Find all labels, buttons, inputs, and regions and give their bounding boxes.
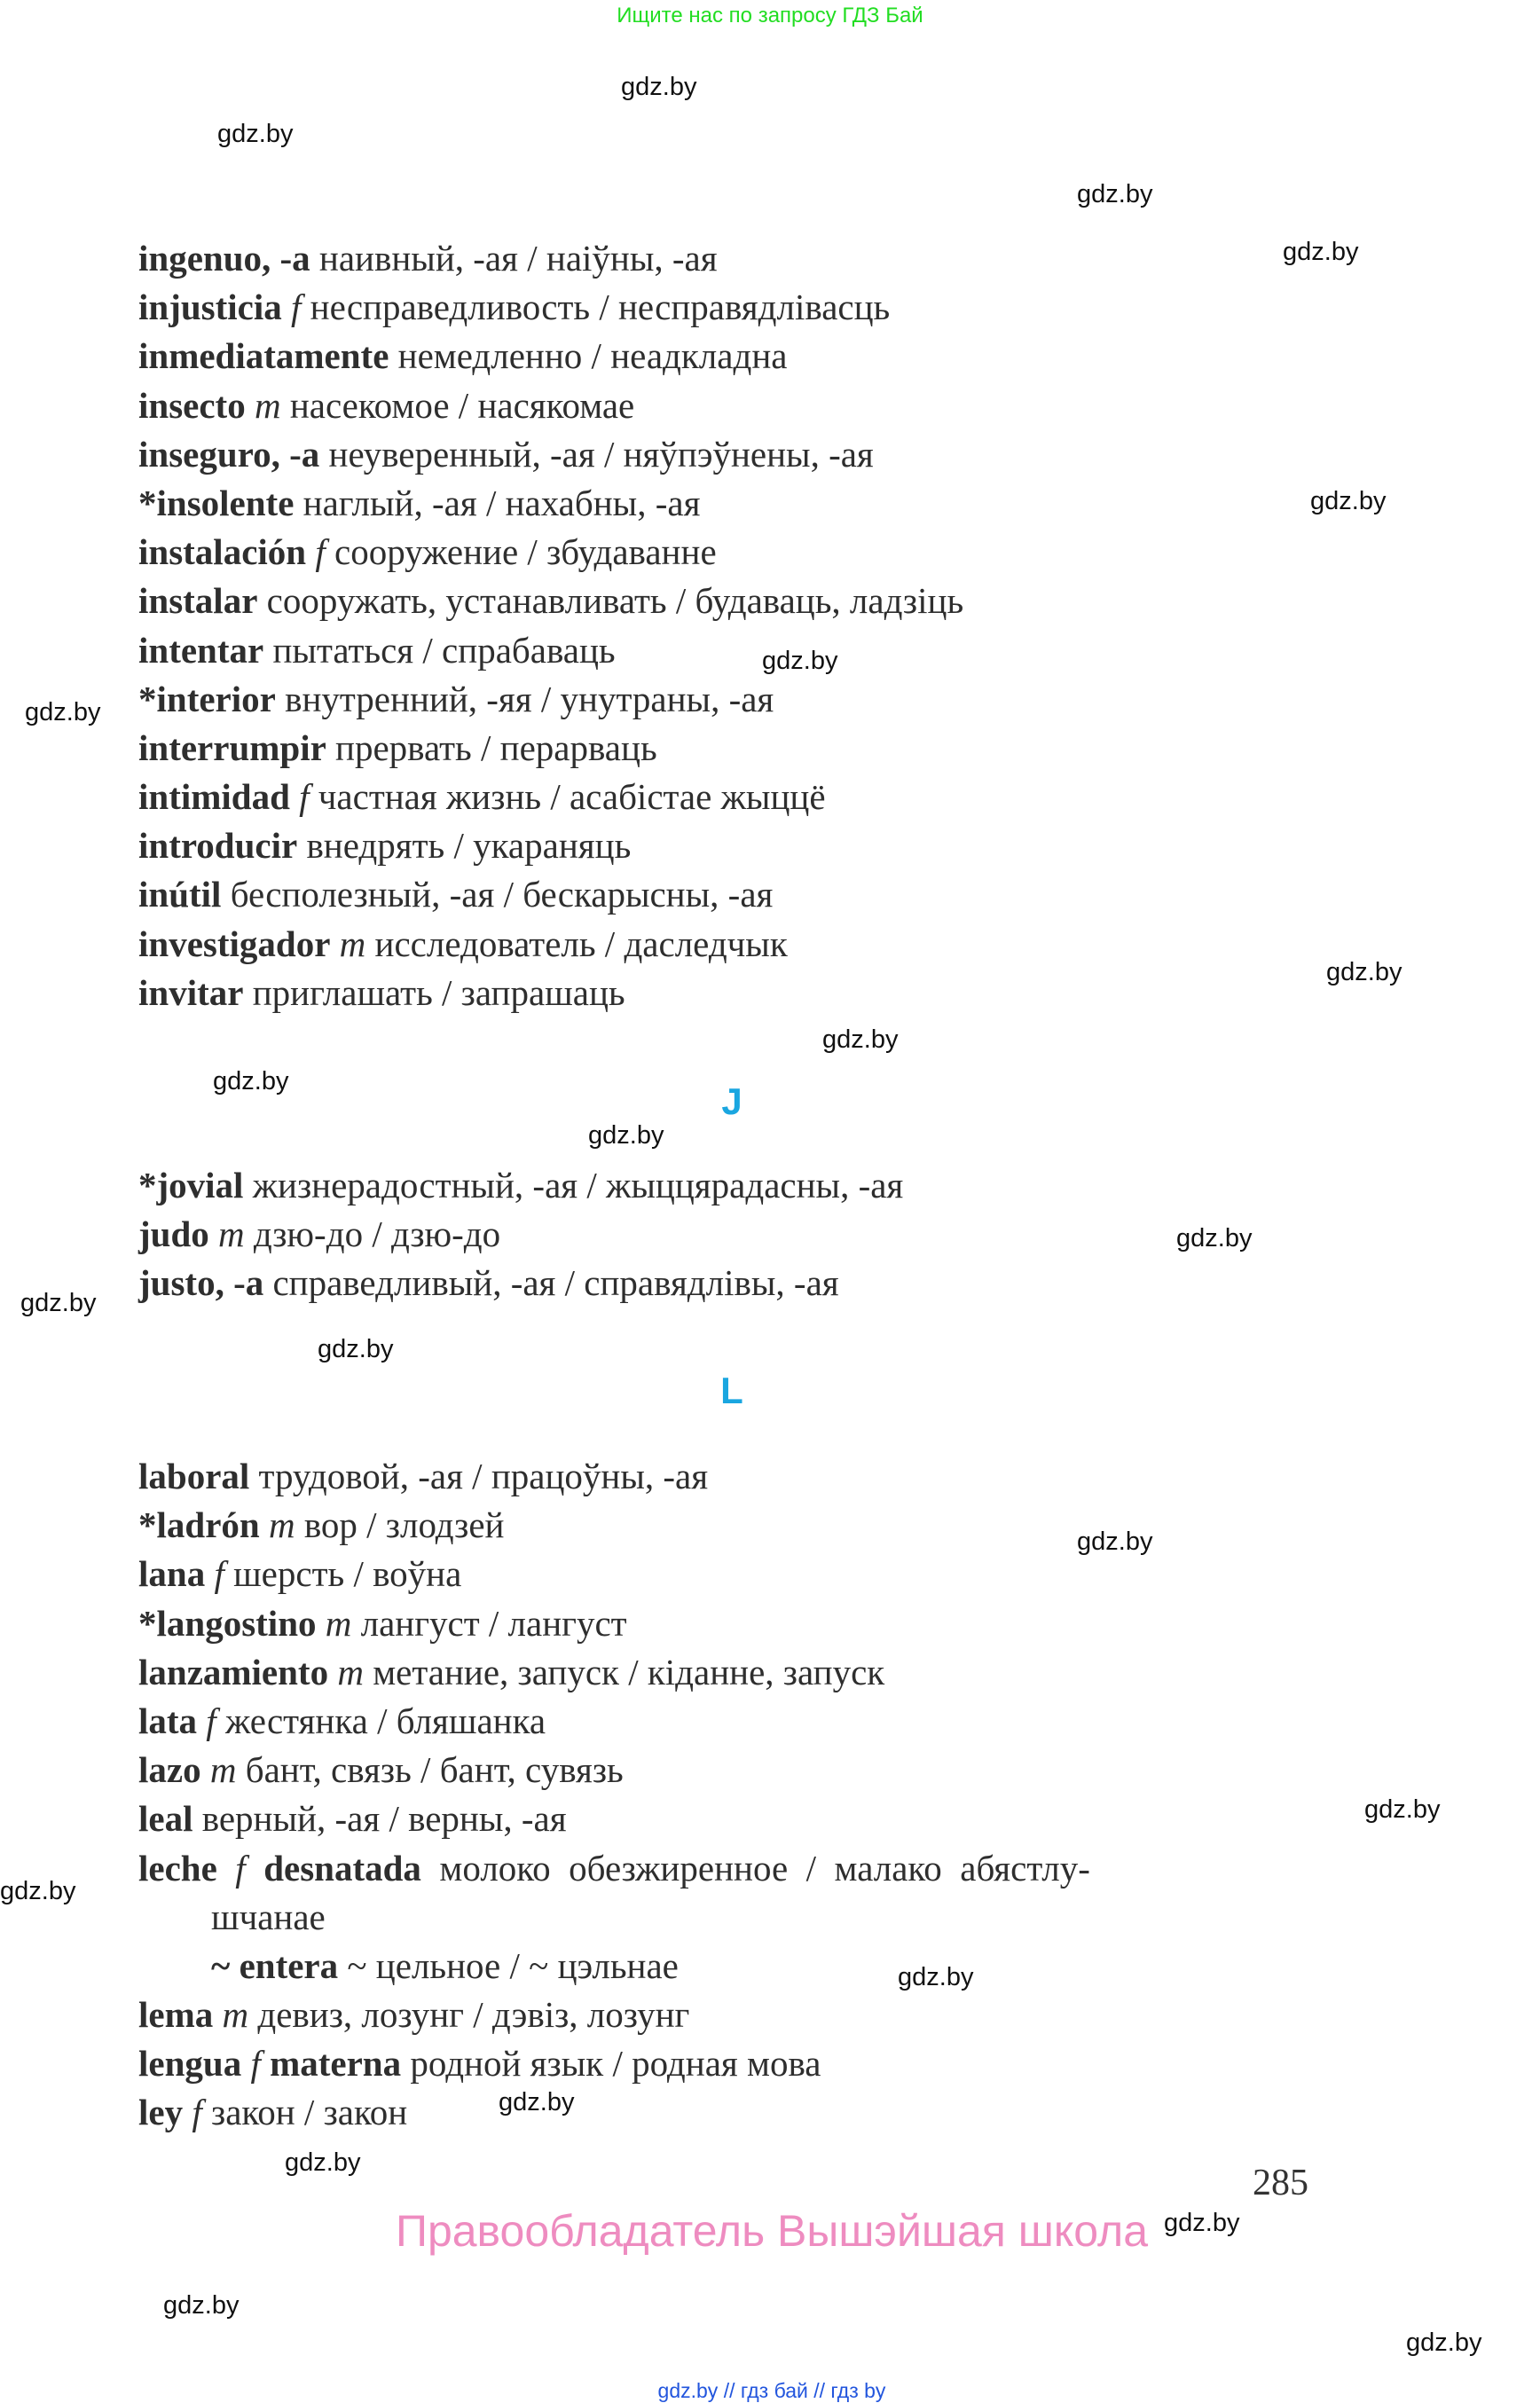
gender-marker: f bbox=[281, 287, 302, 328]
watermark-text: gdz.by bbox=[898, 1963, 974, 1991]
headword: ley bbox=[138, 2092, 184, 2133]
watermark-text: gdz.by bbox=[213, 1067, 289, 1095]
headword: instalación bbox=[138, 531, 307, 573]
headword: introducir bbox=[138, 825, 298, 867]
dictionary-entry bbox=[138, 1452, 1380, 1501]
translation: неуверенный, -ая / няўпэўнены, -ая bbox=[319, 433, 874, 475]
headword: *insolente bbox=[138, 482, 295, 523]
watermark-text: gdz.by bbox=[499, 2088, 575, 2116]
watermark-text: gdz.by bbox=[1310, 487, 1387, 515]
headword: leche bbox=[138, 1847, 217, 1889]
translation: частная жизнь / асабістае жыццё bbox=[309, 776, 826, 818]
dictionary-entry bbox=[138, 2088, 1380, 2137]
gender-marker: f bbox=[197, 1700, 216, 1741]
dictionary-entry bbox=[138, 2039, 1380, 2088]
headword: lazo bbox=[138, 1749, 201, 1791]
dictionary-entry bbox=[138, 577, 1380, 625]
headword: ingenuo, -a bbox=[138, 238, 310, 279]
section-heading-l: L bbox=[720, 1370, 743, 1411]
translation: несправедливость / несправядлівасць bbox=[301, 287, 891, 328]
gender-marker: f bbox=[306, 531, 326, 573]
translation: насекомое / насякомае bbox=[280, 384, 635, 426]
headword: lanzamiento bbox=[138, 1651, 329, 1692]
gender-marker: m bbox=[330, 923, 366, 964]
search-hint-banner: Ищите нас по запросу ГДЗ Бай bbox=[617, 4, 923, 27]
headword: leal bbox=[138, 1798, 193, 1840]
translation: вор / злодзей bbox=[295, 1504, 505, 1546]
dictionary-entry bbox=[138, 724, 1380, 773]
watermark-text: gdz.by bbox=[1326, 958, 1402, 986]
dictionary-entry bbox=[138, 675, 1380, 724]
page-number: 285 bbox=[1253, 2163, 1308, 2203]
dictionary-entry bbox=[138, 1550, 1380, 1598]
watermark-text: gdz.by bbox=[1176, 1224, 1253, 1253]
translation: жестянка / бляшанка bbox=[216, 1700, 546, 1741]
watermark-text: gdz.by bbox=[0, 1877, 76, 1905]
translation: жизнерадостный, -ая / жыццярадасны, -ая bbox=[243, 1165, 904, 1205]
headword: *langostino bbox=[138, 1602, 317, 1644]
headword: inmediatamente bbox=[138, 335, 389, 377]
gender-marker: m bbox=[200, 1749, 237, 1791]
translation: справедливый, -ая / справядлівы, -ая bbox=[263, 1262, 839, 1304]
translation: дзю-до / дзю-до bbox=[244, 1213, 501, 1255]
watermark-text: gdz.by bbox=[318, 1335, 394, 1363]
gender-marker: f bbox=[205, 1553, 224, 1595]
headword: materna bbox=[260, 2043, 402, 2085]
dictionary-entry bbox=[138, 332, 1380, 381]
dictionary-entry bbox=[138, 381, 1380, 430]
entries-j bbox=[138, 1161, 1380, 1308]
headword: lana bbox=[138, 1553, 206, 1595]
translation: молоко обезжиренное / малако абястлу- bbox=[420, 1847, 1090, 1889]
dictionary-entry bbox=[138, 870, 1380, 919]
headword: insecto bbox=[138, 384, 246, 426]
gender-marker: f bbox=[241, 2043, 261, 2085]
watermark-text: gdz.by bbox=[285, 2148, 361, 2177]
translation: трудовой, -ая / працоўны, -ая bbox=[249, 1456, 709, 1496]
dictionary-entry bbox=[138, 1991, 1380, 2039]
dictionary-entry bbox=[138, 1501, 1380, 1550]
watermark-text: gdz.by bbox=[621, 73, 697, 101]
footer-links[interactable]: gdz.by // гдз бай // гдз by bbox=[657, 2379, 886, 2402]
translation: метание, запуск / кіданне, запуск bbox=[363, 1651, 885, 1692]
dictionary-entry bbox=[138, 1746, 1380, 1794]
gender-marker: m bbox=[316, 1602, 352, 1644]
translation: бант, связь / бант, сувязь bbox=[236, 1749, 624, 1791]
translation: закон / закон bbox=[201, 2092, 408, 2133]
translation: наглый, -ая / нахабны, -ая bbox=[294, 482, 701, 523]
translation: внедрять / укараняць bbox=[297, 825, 632, 867]
dictionary-entry bbox=[138, 1648, 1380, 1697]
headword: ~ entera bbox=[211, 1944, 339, 1986]
headword: instalar bbox=[138, 580, 258, 622]
entries-i bbox=[138, 234, 1380, 1017]
dictionary-entry bbox=[138, 626, 1380, 675]
translation: лангуст / лангуст bbox=[351, 1602, 627, 1644]
dictionary-entry bbox=[138, 1697, 1380, 1746]
headword: lata bbox=[138, 1700, 198, 1741]
dictionary-entry bbox=[138, 1893, 1380, 1942]
dictionary-entry bbox=[138, 479, 1380, 528]
headword: intentar bbox=[138, 629, 264, 671]
dictionary-entry bbox=[138, 969, 1380, 1017]
headword: *jovial bbox=[138, 1165, 244, 1205]
dictionary-entry bbox=[138, 821, 1380, 870]
dictionary-entry bbox=[138, 1844, 1380, 1893]
dictionary-entry bbox=[138, 1161, 1380, 1210]
dictionary-entry bbox=[138, 920, 1380, 969]
headword: justo, -a bbox=[138, 1262, 264, 1304]
watermark-text: gdz.by bbox=[20, 1289, 97, 1317]
translation: внутренний, -яя / унутраны, -ая bbox=[275, 678, 774, 719]
translation: сооружение / збудаванне bbox=[325, 531, 717, 573]
watermark-text: gdz.by bbox=[1077, 1527, 1153, 1556]
translation: наивный, -ая / наіўны, -ая bbox=[310, 238, 718, 279]
watermark-text: gdz.by bbox=[217, 120, 294, 148]
gender-marker: f bbox=[289, 776, 310, 818]
watermark-text: gdz.by bbox=[163, 2291, 240, 2320]
dictionary-entry bbox=[138, 1210, 1380, 1259]
translation: приглашать / запрашаць bbox=[243, 971, 625, 1013]
watermark-text: gdz.by bbox=[1406, 2328, 1482, 2357]
translation: шерсть / воўна bbox=[224, 1553, 462, 1595]
translation: верный, -ая / верны, -ая bbox=[192, 1798, 567, 1840]
headword: injusticia bbox=[138, 287, 282, 328]
translation: ~ цельное / ~ цэльнае bbox=[338, 1944, 679, 1986]
watermark-text: gdz.by bbox=[1364, 1795, 1441, 1824]
translation: пытаться / спрабаваць bbox=[263, 629, 616, 671]
copyright-owner: Правообладатель Вышэйшая школа bbox=[396, 2206, 1148, 2256]
headword: *interior bbox=[138, 678, 276, 719]
translation: бесполезный, -ая / бескарысны, -ая bbox=[221, 874, 774, 915]
translation: шчанае bbox=[211, 1896, 326, 1937]
dictionary-entry bbox=[138, 1794, 1380, 1843]
dictionary-entry bbox=[138, 234, 1380, 283]
entries-l bbox=[138, 1452, 1380, 2138]
gender-marker: f bbox=[216, 1847, 255, 1889]
gender-marker: m bbox=[245, 384, 281, 426]
watermark-text: gdz.by bbox=[1077, 180, 1153, 208]
gender-marker: m bbox=[213, 1994, 249, 2036]
dictionary-entry bbox=[138, 283, 1380, 332]
dictionary-entry bbox=[138, 1942, 1380, 1991]
translation: сооружать, устанавливать / будаваць, ладзіць bbox=[257, 580, 964, 622]
dictionary-entry bbox=[138, 528, 1380, 577]
headword: judo bbox=[138, 1213, 209, 1255]
translation: родной язык / родная мова bbox=[401, 2043, 821, 2085]
translation: прервать / перарваць bbox=[326, 726, 657, 768]
headword: interrumpir bbox=[138, 726, 326, 768]
dictionary-entry bbox=[138, 1259, 1380, 1308]
translation: исследователь / даследчык bbox=[365, 923, 788, 964]
headword: inútil bbox=[138, 874, 222, 915]
headword: invitar bbox=[138, 971, 244, 1013]
watermark-text: gdz.by bbox=[1164, 2209, 1240, 2237]
translation: немедленно / неадкладна bbox=[389, 335, 788, 377]
dictionary-entry bbox=[138, 1599, 1380, 1648]
headword: intimidad bbox=[138, 776, 290, 818]
headword: desnatada bbox=[254, 1847, 421, 1889]
watermark-text: gdz.by bbox=[822, 1025, 899, 1054]
headword: inseguro, -a bbox=[138, 433, 320, 475]
gender-marker: m bbox=[259, 1504, 295, 1546]
headword: lema bbox=[138, 1994, 214, 2036]
gender-marker: f bbox=[183, 2092, 202, 2133]
gender-marker: m bbox=[208, 1213, 245, 1255]
dictionary-entry bbox=[138, 773, 1380, 821]
watermark-text: gdz.by bbox=[588, 1121, 664, 1150]
watermark-text: gdz.by bbox=[25, 698, 101, 726]
dictionary-entry bbox=[138, 430, 1380, 479]
headword: laboral bbox=[138, 1456, 250, 1496]
headword: investigador bbox=[138, 923, 331, 964]
headword: *ladrón bbox=[138, 1504, 260, 1546]
gender-marker: m bbox=[328, 1651, 364, 1692]
watermark-text: gdz.by bbox=[762, 647, 838, 675]
headword: lengua bbox=[138, 2043, 242, 2085]
section-heading-j: J bbox=[721, 1080, 742, 1122]
watermark-text: gdz.by bbox=[1283, 238, 1359, 266]
translation: девиз, лозунг / дэвіз, лозунг bbox=[248, 1994, 690, 2036]
